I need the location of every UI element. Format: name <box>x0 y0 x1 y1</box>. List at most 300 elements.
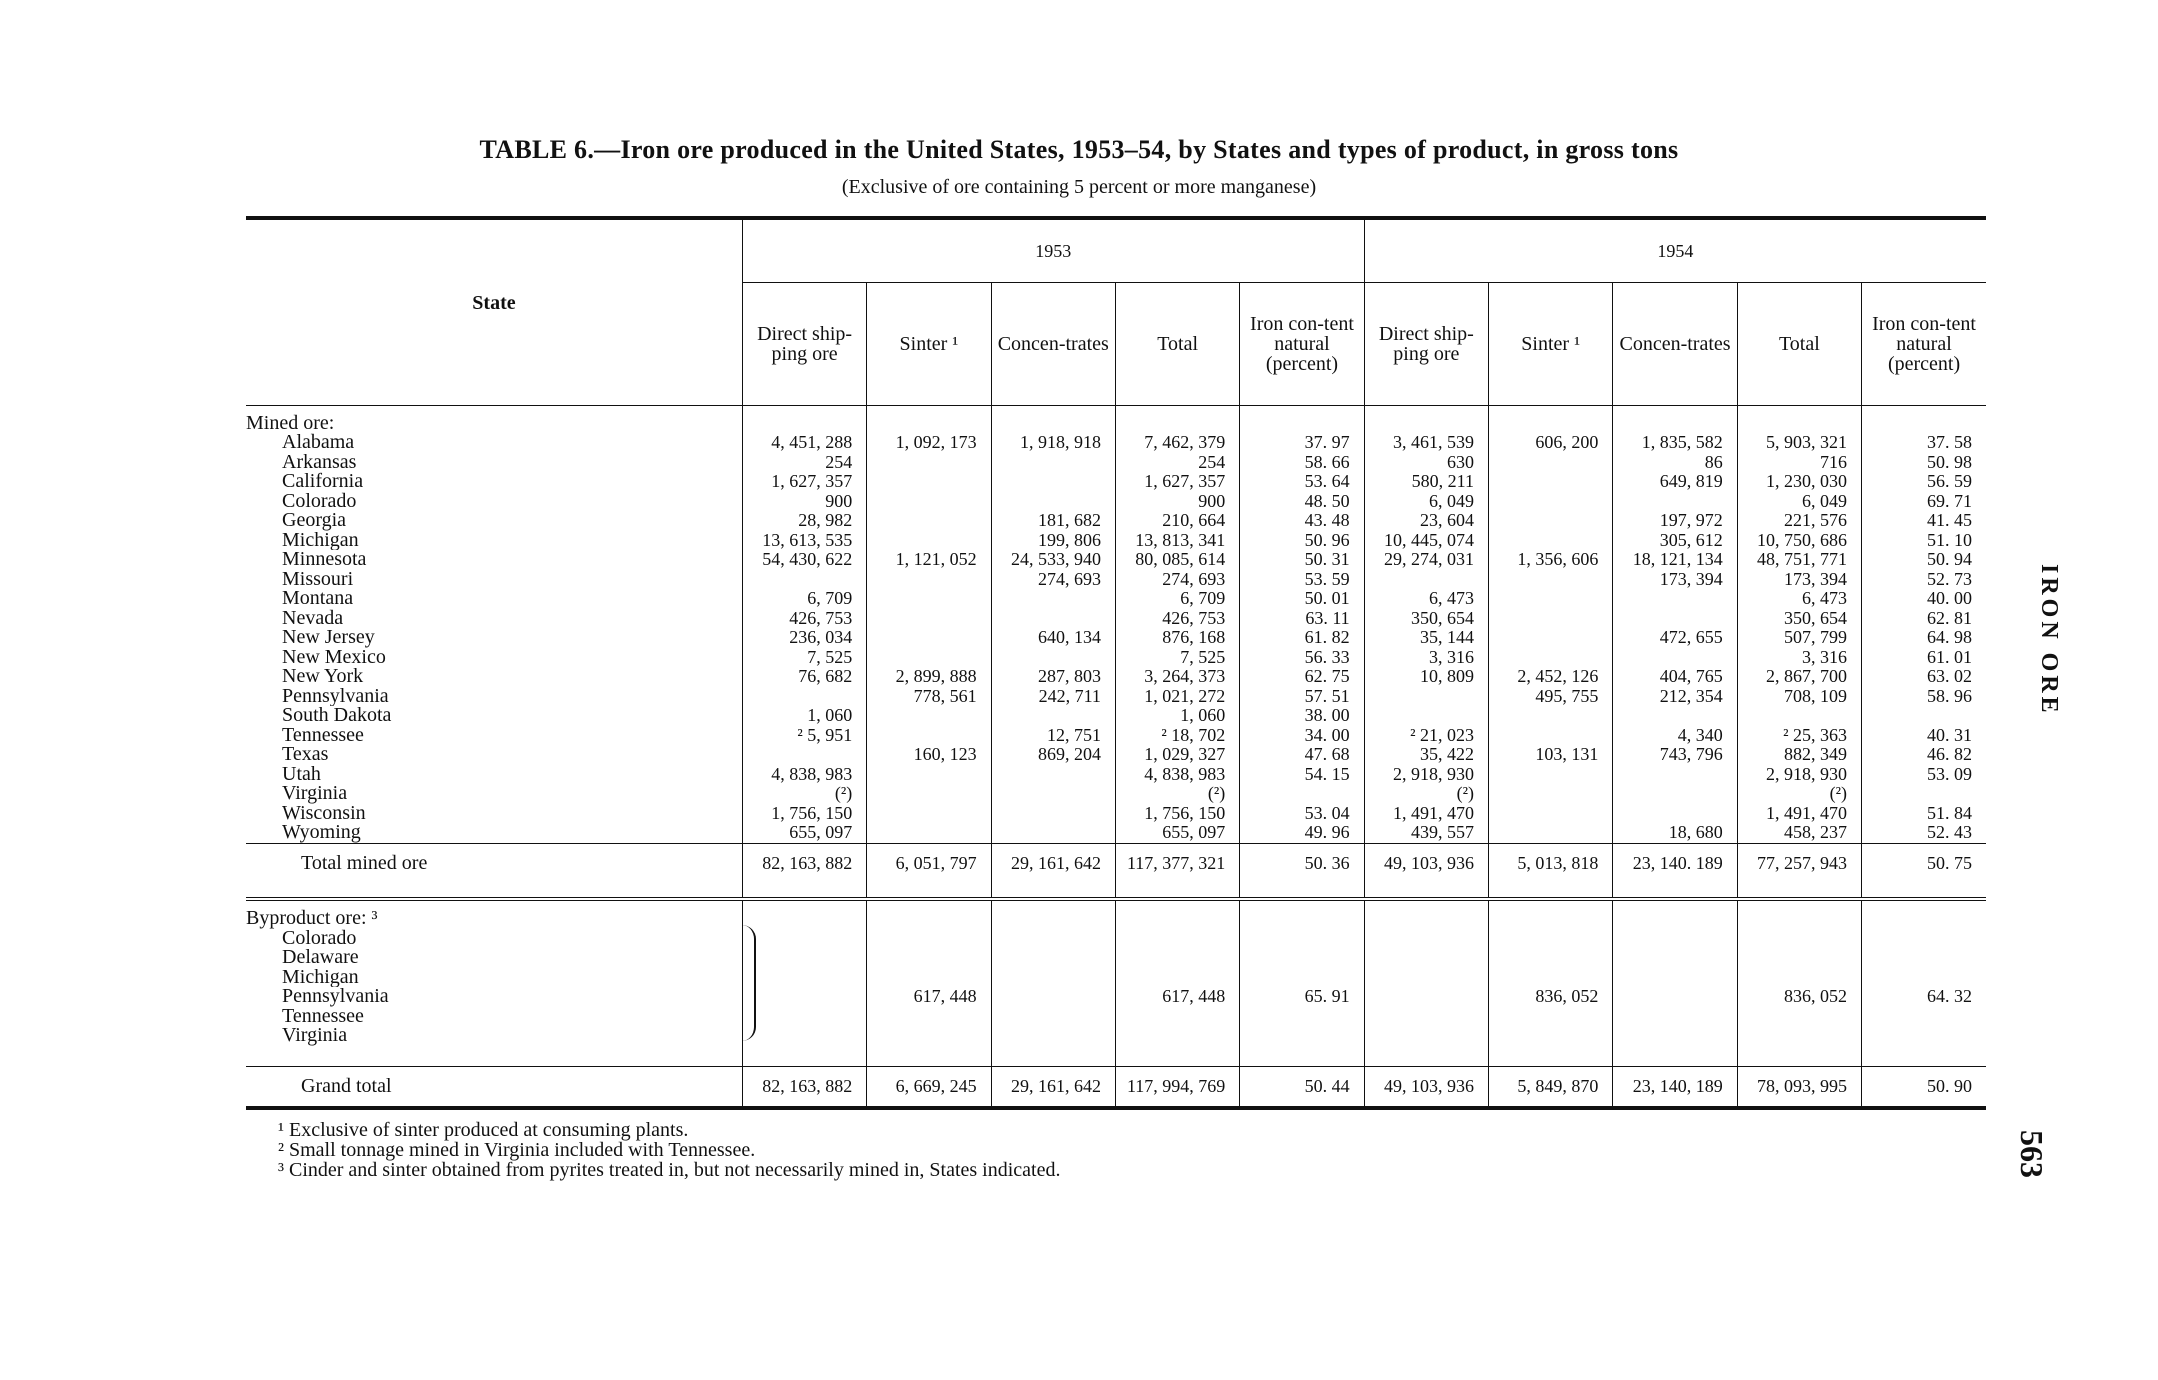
grand-total-row <box>246 1066 1986 1108</box>
spacer-row <box>246 1046 1986 1067</box>
empty-cell <box>1115 1046 1239 1067</box>
empty-cell <box>1613 948 1737 968</box>
empty-cell <box>1240 1007 1364 1027</box>
table-row <box>246 726 1986 746</box>
empty-cell <box>867 929 991 949</box>
value-cell: 47. 68 <box>1240 745 1364 765</box>
empty-cell <box>742 968 866 988</box>
empty-cell <box>867 899 991 929</box>
empty-cell <box>1737 883 1861 899</box>
value-cell: 404, 765 <box>1613 667 1737 687</box>
value-cell: 6, 051, 797 <box>867 843 991 883</box>
empty-cell <box>1364 929 1488 949</box>
byproduct-state-label: Michigan <box>282 967 359 987</box>
value-cell: ² 21, 023 <box>1364 726 1488 746</box>
empty-cell <box>1613 1046 1737 1067</box>
value-cell: 495, 755 <box>1489 687 1613 707</box>
value-cell: 1, 230, 030 <box>1737 472 1861 492</box>
empty-cell <box>1364 968 1488 988</box>
empty-cell <box>1240 883 1364 899</box>
value-cell: 50. 94 <box>1862 550 1986 570</box>
table-row <box>246 948 1986 968</box>
value-cell: 53. 64 <box>1240 472 1364 492</box>
value-cell: 49, 103, 936 <box>1364 1066 1488 1108</box>
empty-cell <box>246 883 742 899</box>
value-cell: 3, 316 <box>1364 648 1488 668</box>
table-row <box>246 987 1986 1007</box>
value-cell: 2, 918, 930 <box>1737 765 1861 785</box>
byproduct-state-label: Colorado <box>282 928 357 948</box>
value-cell: 62. 75 <box>1240 667 1364 687</box>
value-cell <box>742 745 866 765</box>
byproduct-brace <box>740 925 756 1041</box>
value-cell <box>991 589 1115 609</box>
value-cell: 52. 43 <box>1862 823 1986 843</box>
value-cell <box>991 609 1115 629</box>
state-label: Wyoming <box>282 823 361 843</box>
state-label: Arkansas <box>282 452 357 472</box>
empty-cell <box>1115 883 1239 899</box>
table-row <box>246 784 1986 804</box>
value-cell <box>1489 784 1613 804</box>
empty-cell <box>867 1026 991 1046</box>
value-cell: 43. 48 <box>1240 511 1364 531</box>
empty-cell <box>1613 929 1737 949</box>
value-cell <box>1489 726 1613 746</box>
value-cell: 23, 140. 189 <box>1613 843 1737 883</box>
value-cell <box>991 987 1115 1007</box>
value-cell: 426, 753 <box>1115 609 1239 629</box>
value-cell <box>867 589 991 609</box>
value-cell <box>1489 570 1613 590</box>
value-cell: 77, 257, 943 <box>1737 843 1861 883</box>
value-cell <box>867 726 991 746</box>
value-cell: (²) <box>1364 784 1488 804</box>
value-cell: 4, 451, 288 <box>742 433 866 453</box>
group-row <box>246 405 1986 433</box>
value-cell: 1, 627, 357 <box>1115 472 1239 492</box>
table-title: TABLE 6.—Iron ore produced in the United States, 1953–54, by States and types of product, in gross tons <box>479 135 1679 164</box>
value-cell: 50. 31 <box>1240 550 1364 570</box>
value-cell <box>1613 987 1737 1007</box>
value-cell: 40. 00 <box>1862 589 1986 609</box>
value-cell: 29, 161, 642 <box>991 843 1115 883</box>
value-cell: 53. 04 <box>1240 804 1364 824</box>
value-cell: 507, 799 <box>1737 628 1861 648</box>
value-cell: 2, 918, 930 <box>1364 765 1488 785</box>
empty-cell <box>1737 1026 1861 1046</box>
state-label: New York <box>282 667 364 687</box>
table-row <box>246 687 1986 707</box>
value-cell: 305, 612 <box>1613 531 1737 551</box>
empty-cell <box>1364 899 1488 929</box>
byproduct-state-label: Virginia <box>282 1026 348 1046</box>
value-cell: 1, 835, 582 <box>1613 433 1737 453</box>
value-cell <box>1489 804 1613 824</box>
value-cell: 62. 81 <box>1862 609 1986 629</box>
value-cell <box>867 648 991 668</box>
year-1953-header: 1953 <box>742 218 1364 282</box>
value-cell <box>867 492 991 512</box>
value-cell <box>1489 589 1613 609</box>
empty-cell <box>1862 968 1986 988</box>
empty-cell <box>742 405 866 433</box>
value-cell: 655, 097 <box>742 823 866 843</box>
table-row <box>246 472 1986 492</box>
grand-total-label: Grand total <box>246 1066 742 1108</box>
empty-cell <box>1240 899 1364 929</box>
value-cell <box>1489 823 1613 843</box>
state-label: Michigan <box>282 530 359 550</box>
empty-cell <box>1240 929 1364 949</box>
state-label: Tennessee <box>282 725 364 745</box>
value-cell: 57. 51 <box>1240 687 1364 707</box>
empty-cell <box>1613 899 1737 929</box>
value-cell: 103, 131 <box>1489 745 1613 765</box>
value-cell: 181, 682 <box>991 511 1115 531</box>
value-cell: 54. 15 <box>1240 765 1364 785</box>
empty-cell <box>1862 1007 1986 1027</box>
value-cell: 10, 445, 074 <box>1364 531 1488 551</box>
value-cell <box>991 472 1115 492</box>
value-cell: 24, 533, 940 <box>991 550 1115 570</box>
empty-cell <box>742 899 866 929</box>
value-cell <box>1364 706 1488 726</box>
value-cell: 38. 00 <box>1240 706 1364 726</box>
empty-cell <box>1489 899 1613 929</box>
table-row <box>246 492 1986 512</box>
value-cell: 58. 66 <box>1240 453 1364 473</box>
table-row <box>246 1007 1986 1027</box>
empty-cell <box>1115 899 1239 929</box>
column-header: Concen-trates <box>1613 282 1737 405</box>
footnote-2: ² Small tonnage mined in Virginia included with Tennessee. <box>278 1139 756 1161</box>
empty-cell <box>1364 948 1488 968</box>
footnotes <box>278 1120 1060 1180</box>
separator-row <box>246 883 1986 899</box>
empty-cell <box>1240 1026 1364 1046</box>
value-cell: 4, 340 <box>1613 726 1737 746</box>
empty-cell <box>1613 883 1737 899</box>
value-cell: 63. 02 <box>1862 667 1986 687</box>
table-row <box>246 609 1986 629</box>
empty-cell <box>1489 968 1613 988</box>
value-cell: 743, 796 <box>1613 745 1737 765</box>
column-header: Iron con-tent natural (percent) <box>1240 282 1364 405</box>
value-cell: 2, 452, 126 <box>1489 667 1613 687</box>
value-cell <box>1489 706 1613 726</box>
value-cell: 23, 604 <box>1364 511 1488 531</box>
value-cell: 13, 813, 341 <box>1115 531 1239 551</box>
column-header: Sinter ¹ <box>1489 282 1613 405</box>
empty-cell <box>1364 883 1488 899</box>
value-cell: 617, 448 <box>1115 987 1239 1007</box>
state-label: Texas <box>282 745 329 765</box>
value-cell <box>867 531 991 551</box>
value-cell <box>1737 706 1861 726</box>
value-cell: 640, 134 <box>991 628 1115 648</box>
value-cell <box>991 648 1115 668</box>
value-cell: ² 18, 702 <box>1115 726 1239 746</box>
empty-cell <box>991 929 1115 949</box>
value-cell <box>742 570 866 590</box>
value-cell: 64. 98 <box>1862 628 1986 648</box>
value-cell: 1, 060 <box>742 706 866 726</box>
value-cell: 221, 576 <box>1737 511 1861 531</box>
value-cell: 836, 052 <box>1737 987 1861 1007</box>
value-cell: 458, 237 <box>1737 823 1861 843</box>
value-cell: 48, 751, 771 <box>1737 550 1861 570</box>
value-cell: 900 <box>1115 492 1239 512</box>
value-cell: 6, 669, 245 <box>867 1066 991 1108</box>
empty-cell <box>742 1007 866 1027</box>
value-cell <box>1489 531 1613 551</box>
column-header: Total <box>1115 282 1239 405</box>
value-cell: 61. 82 <box>1240 628 1364 648</box>
byproduct-state-label: Tennessee <box>282 1006 364 1026</box>
value-cell: (²) <box>742 784 866 804</box>
value-cell: 3, 316 <box>1737 648 1861 668</box>
empty-cell <box>1862 948 1986 968</box>
value-cell <box>867 511 991 531</box>
empty-cell <box>1364 1046 1488 1067</box>
value-cell: 80, 085, 614 <box>1115 550 1239 570</box>
value-cell: 472, 655 <box>1613 628 1737 648</box>
value-cell: 35, 144 <box>1364 628 1488 648</box>
empty-cell <box>1115 405 1239 433</box>
value-cell: 5, 013, 818 <box>1489 843 1613 883</box>
empty-cell <box>991 948 1115 968</box>
value-cell: 50. 01 <box>1240 589 1364 609</box>
value-cell: 7, 525 <box>742 648 866 668</box>
value-cell: 10, 809 <box>1364 667 1488 687</box>
value-cell: 708, 109 <box>1737 687 1861 707</box>
value-cell: (²) <box>1115 784 1239 804</box>
group-row <box>246 899 1986 929</box>
value-cell <box>1489 511 1613 531</box>
value-cell: 649, 819 <box>1613 472 1737 492</box>
value-cell: 10, 750, 686 <box>1737 531 1861 551</box>
table-row <box>246 589 1986 609</box>
value-cell: 1, 627, 357 <box>742 472 866 492</box>
column-header: Direct ship-ping ore <box>1364 282 1488 405</box>
table-row <box>246 570 1986 590</box>
value-cell: 2, 899, 888 <box>867 667 991 687</box>
empty-cell <box>1737 1046 1861 1067</box>
value-cell <box>991 823 1115 843</box>
state-label: Wisconsin <box>282 803 366 823</box>
empty-cell <box>1489 929 1613 949</box>
value-cell: 836, 052 <box>1489 987 1613 1007</box>
value-cell: 86 <box>1613 453 1737 473</box>
value-cell <box>1613 784 1737 804</box>
table-header <box>246 218 1986 405</box>
empty-cell <box>867 883 991 899</box>
state-label: New Jersey <box>282 628 375 648</box>
table-row <box>246 433 1986 453</box>
value-cell <box>1613 648 1737 668</box>
value-cell: 12, 751 <box>991 726 1115 746</box>
value-cell: 64. 32 <box>1862 987 1986 1007</box>
value-cell: 2, 867, 700 <box>1737 667 1861 687</box>
value-cell: 1, 021, 272 <box>1115 687 1239 707</box>
value-cell: ² 25, 363 <box>1737 726 1861 746</box>
empty-cell <box>1737 948 1861 968</box>
empty-cell <box>1240 1046 1364 1067</box>
value-cell <box>867 706 991 726</box>
value-cell <box>867 823 991 843</box>
value-cell <box>867 765 991 785</box>
value-cell: 18, 121, 134 <box>1613 550 1737 570</box>
empty-cell <box>1862 1046 1986 1067</box>
value-cell: 58. 96 <box>1862 687 1986 707</box>
table-row <box>246 648 1986 668</box>
value-cell <box>1489 492 1613 512</box>
value-cell <box>1364 570 1488 590</box>
value-cell: 28, 982 <box>742 511 866 531</box>
table-row <box>246 511 1986 531</box>
state-label: Missouri <box>282 569 354 589</box>
empty-cell <box>991 1026 1115 1046</box>
empty-cell <box>867 1007 991 1027</box>
value-cell: 48. 50 <box>1240 492 1364 512</box>
value-cell: 69. 71 <box>1862 492 1986 512</box>
state-label: Pennsylvania <box>282 686 389 706</box>
value-cell: 53. 59 <box>1240 570 1364 590</box>
empty-cell <box>1240 968 1364 988</box>
empty-cell <box>1240 405 1364 433</box>
value-cell: 5, 903, 321 <box>1737 433 1861 453</box>
value-cell: 1, 092, 173 <box>867 433 991 453</box>
table-subtitle: (Exclusive of ore containing 5 percent or more manganese) <box>841 176 1317 198</box>
empty-cell <box>1115 1026 1239 1046</box>
value-cell: 6, 049 <box>1364 492 1488 512</box>
value-cell: 716 <box>1737 453 1861 473</box>
value-cell: 50. 90 <box>1862 1066 1986 1108</box>
value-cell: 6, 709 <box>1115 589 1239 609</box>
empty-cell <box>742 929 866 949</box>
value-cell: 655, 097 <box>1115 823 1239 843</box>
state-label: Nevada <box>282 608 344 628</box>
byproduct-label: Byproduct ore: ³ <box>246 907 378 929</box>
value-cell: 56. 59 <box>1862 472 1986 492</box>
total-mined-row <box>246 843 1986 883</box>
empty-cell <box>1613 1007 1737 1027</box>
value-cell: 49. 96 <box>1240 823 1364 843</box>
value-cell: 350, 654 <box>1737 609 1861 629</box>
column-header: Sinter ¹ <box>867 282 991 405</box>
value-cell: 350, 654 <box>1364 609 1488 629</box>
empty-cell <box>246 1046 742 1067</box>
empty-cell <box>1737 968 1861 988</box>
value-cell: 210, 664 <box>1115 511 1239 531</box>
value-cell: 869, 204 <box>991 745 1115 765</box>
empty-cell <box>1862 899 1986 929</box>
value-cell: 51. 84 <box>1862 804 1986 824</box>
value-cell <box>1364 987 1488 1007</box>
empty-cell <box>991 1007 1115 1027</box>
empty-cell <box>1115 968 1239 988</box>
empty-cell <box>867 968 991 988</box>
running-head-side-label: IRON ORE <box>2036 563 2062 717</box>
value-cell <box>867 804 991 824</box>
value-cell: 876, 168 <box>1115 628 1239 648</box>
value-cell: 3, 461, 539 <box>1364 433 1488 453</box>
empty-cell <box>1489 405 1613 433</box>
empty-cell <box>1489 883 1613 899</box>
value-cell <box>867 628 991 648</box>
value-cell: 82, 163, 882 <box>742 1066 866 1108</box>
value-cell: 53. 09 <box>1862 765 1986 785</box>
value-cell: 1, 060 <box>1115 706 1239 726</box>
empty-cell <box>742 1026 866 1046</box>
empty-cell <box>867 1046 991 1067</box>
value-cell <box>1489 609 1613 629</box>
value-cell <box>991 706 1115 726</box>
value-cell: 7, 525 <box>1115 648 1239 668</box>
value-cell: 78, 093, 995 <box>1737 1066 1861 1108</box>
state-column-header: State <box>246 218 742 405</box>
value-cell: 41. 45 <box>1862 511 1986 531</box>
table-row <box>246 929 1986 949</box>
value-cell: 1, 029, 327 <box>1115 745 1239 765</box>
value-cell: 173, 394 <box>1737 570 1861 590</box>
value-cell <box>867 609 991 629</box>
value-cell: 1, 491, 470 <box>1364 804 1488 824</box>
empty-cell <box>1862 883 1986 899</box>
value-cell: 54, 430, 622 <box>742 550 866 570</box>
empty-cell <box>1364 1007 1488 1027</box>
value-cell: 1, 756, 150 <box>1115 804 1239 824</box>
state-label: Colorado <box>282 491 357 511</box>
value-cell: 52. 73 <box>1862 570 1986 590</box>
state-label: Virginia <box>282 784 348 804</box>
value-cell: 29, 161, 642 <box>991 1066 1115 1108</box>
empty-cell <box>1613 405 1737 433</box>
value-cell: 18, 680 <box>1613 823 1737 843</box>
value-cell: 1, 121, 052 <box>867 550 991 570</box>
empty-cell <box>991 405 1115 433</box>
value-cell <box>1613 589 1737 609</box>
value-cell: 76, 682 <box>742 667 866 687</box>
value-cell: 29, 274, 031 <box>1364 550 1488 570</box>
value-cell <box>1240 784 1364 804</box>
empty-cell <box>742 883 866 899</box>
value-cell: 173, 394 <box>1613 570 1737 590</box>
value-cell: 56. 33 <box>1240 648 1364 668</box>
value-cell: 630 <box>1364 453 1488 473</box>
value-cell: 82, 163, 882 <box>742 843 866 883</box>
value-cell: 46. 82 <box>1862 745 1986 765</box>
value-cell: 40. 31 <box>1862 726 1986 746</box>
empty-cell <box>1737 899 1861 929</box>
column-header: Concen-trates <box>991 282 1115 405</box>
empty-cell <box>867 405 991 433</box>
table-body <box>246 405 1986 1108</box>
value-cell: 4, 838, 983 <box>1115 765 1239 785</box>
value-cell: 34. 00 <box>1240 726 1364 746</box>
value-cell: 882, 349 <box>1737 745 1861 765</box>
empty-cell <box>1862 405 1986 433</box>
empty-cell <box>1489 1046 1613 1067</box>
value-cell <box>1613 804 1737 824</box>
empty-cell <box>1364 405 1488 433</box>
empty-cell <box>1737 929 1861 949</box>
value-cell <box>1489 628 1613 648</box>
value-cell <box>1862 784 1986 804</box>
value-cell: 50. 75 <box>1862 843 1986 883</box>
value-cell: 5, 849, 870 <box>1489 1066 1613 1108</box>
